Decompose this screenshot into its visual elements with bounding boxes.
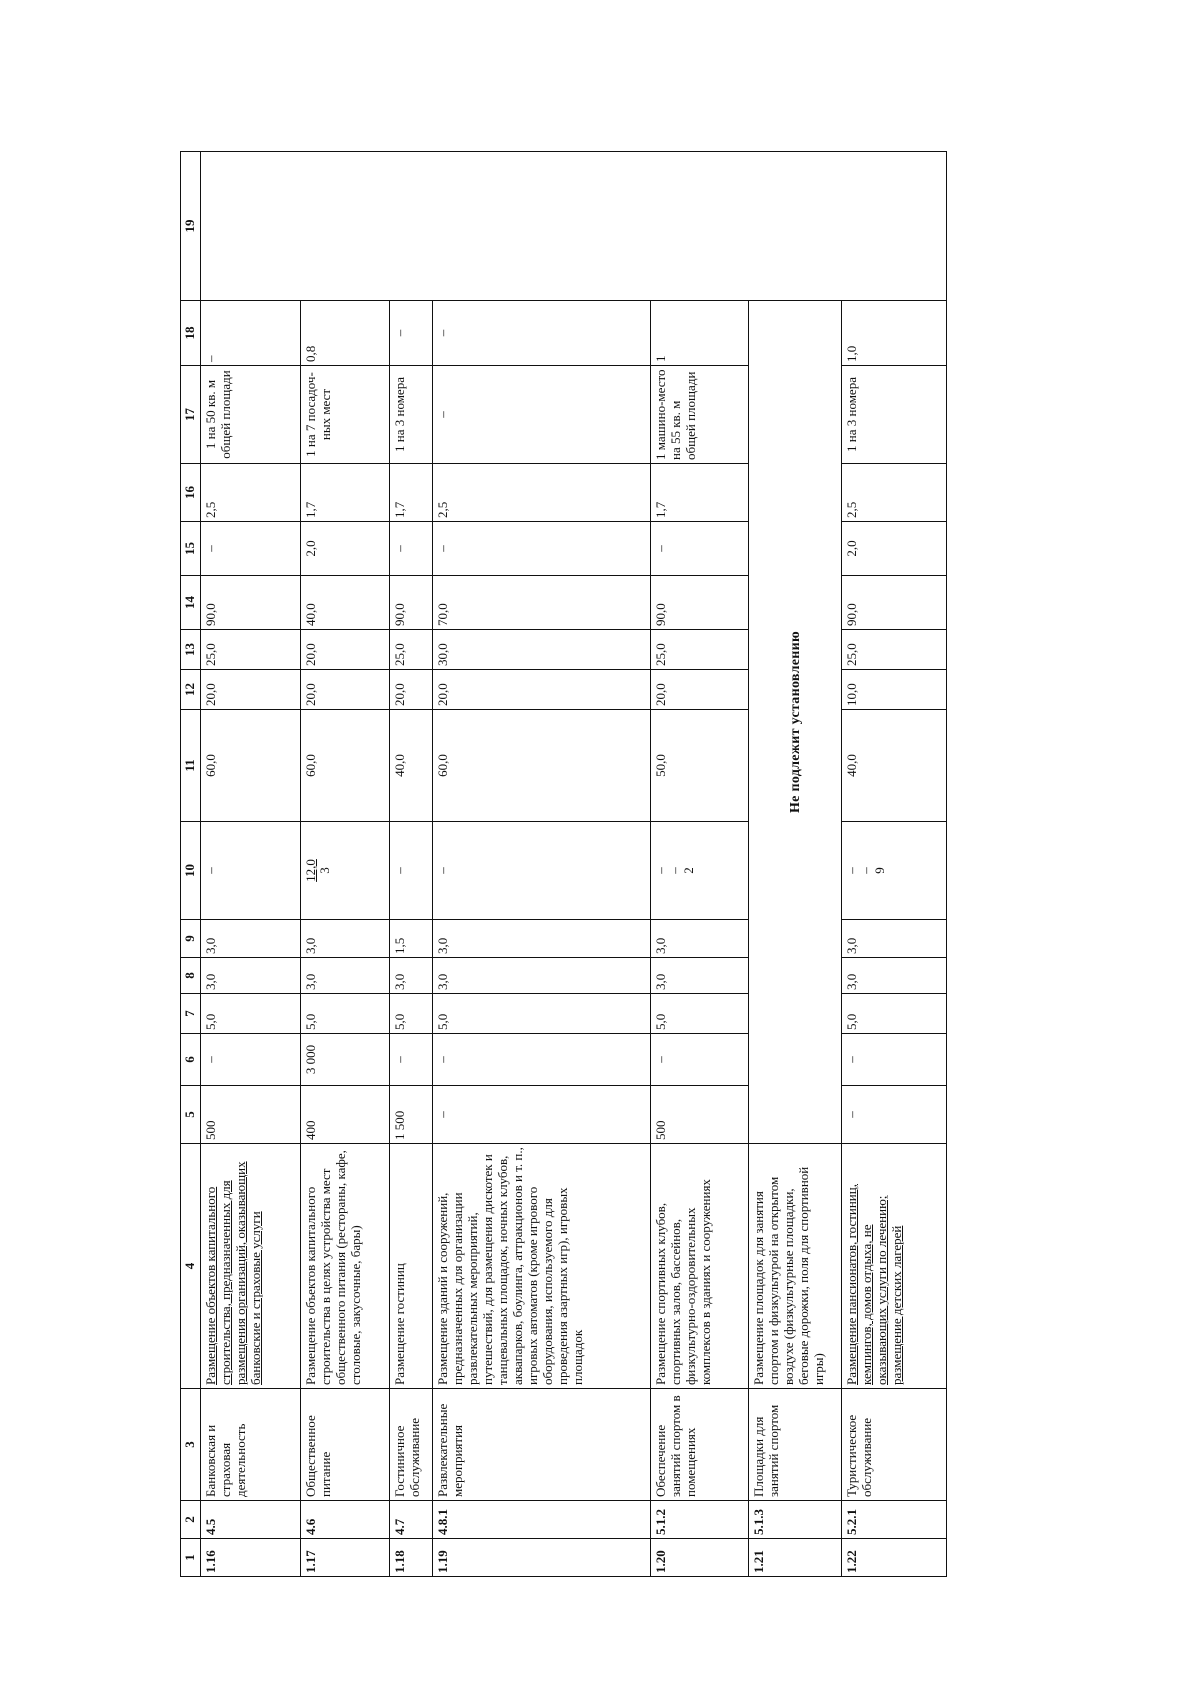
cell-c11: 60,0 (201, 710, 301, 822)
cell-c12: 20,0 (432, 670, 650, 710)
cell-c9: 3,0 (201, 920, 301, 958)
fraction-bottom: 3 (317, 867, 333, 874)
header-cell: 3 (181, 1389, 201, 1501)
cell-c5: – (432, 1086, 650, 1144)
cell-c6: – (201, 1034, 301, 1086)
header-row (181, 152, 201, 1577)
cell-c5: 1 500 (390, 1086, 432, 1144)
row-number: 1.19 (432, 1539, 650, 1577)
cell-c17: 1 на 50 кв. м общей площади (201, 366, 301, 464)
row-code: 5.1.2 (650, 1501, 748, 1539)
cell-c16: 2,5 (432, 464, 650, 522)
row-code: 4.5 (201, 1501, 301, 1539)
cell-c15: 2,0 (301, 522, 390, 576)
cell-c13: 25,0 (842, 630, 947, 670)
cell-c5: 500 (650, 1086, 748, 1144)
header-cell: 6 (181, 1034, 201, 1086)
cell-c19 (201, 152, 947, 301)
cell-c7: 5,0 (301, 994, 390, 1034)
cell-c8: 3,0 (390, 958, 432, 994)
cell-c15: – (432, 522, 650, 576)
cell-c13: 25,0 (650, 630, 748, 670)
cell-c11: 50,0 (650, 710, 748, 822)
cell-c10: – (390, 822, 432, 920)
cell-c9: 3,0 (432, 920, 650, 958)
cell-c9: 1,5 (390, 920, 432, 958)
cell-c17: 1 машино-место на 55 кв. м общей площади (650, 366, 748, 464)
cell-c12: 20,0 (301, 670, 390, 710)
cell-c16: 1,7 (650, 464, 748, 522)
cell-c13: 20,0 (301, 630, 390, 670)
cell-c18: – (201, 301, 301, 366)
fraction-top: – (844, 867, 860, 874)
cell-c18: 1 (650, 301, 748, 366)
header-cell: 10 (181, 822, 201, 920)
cell-c7: 5,0 (432, 994, 650, 1034)
cell-c11: 60,0 (301, 710, 390, 822)
cell-c8: 3,0 (650, 958, 748, 994)
cell-c11: 60,0 (432, 710, 650, 822)
cell-c10 (842, 822, 947, 920)
cell-c14: 40,0 (301, 576, 390, 630)
cell-c7: 5,0 (842, 994, 947, 1034)
merged-note: Не подлежит установлению (748, 301, 842, 1144)
cell-c9: 3,0 (842, 920, 947, 958)
cell-c7: 5,0 (650, 994, 748, 1034)
header-cell: 5 (181, 1086, 201, 1144)
row-name: Обеспечение занятий спортом в помещениях (650, 1389, 748, 1501)
cell-c10 (650, 822, 748, 920)
table-row (201, 152, 301, 1577)
cell-c17: 1 на 3 номера (390, 366, 432, 464)
rotated-table-container (180, 152, 947, 1577)
header-cell: 13 (181, 630, 201, 670)
fraction-mid: – (858, 867, 874, 874)
row-number: 1.17 (301, 1539, 390, 1577)
cell-c8: 3,0 (432, 958, 650, 994)
cell-c6: – (390, 1034, 432, 1086)
cell-c8: 3,0 (842, 958, 947, 994)
header-cell: 8 (181, 958, 201, 994)
cell-c16: 2,5 (842, 464, 947, 522)
cell-c14: 70,0 (432, 576, 650, 630)
row-number: 1.16 (201, 1539, 301, 1577)
cell-c17: – (432, 366, 650, 464)
cell-c6: – (842, 1034, 947, 1086)
cell-c14: 90,0 (390, 576, 432, 630)
row-name: Площадки для занятий спортом (748, 1389, 842, 1501)
cell-c17: 1 на 7 посадоч-ных мест (301, 366, 390, 464)
cell-c6: – (650, 1034, 748, 1086)
fraction-mid: – (666, 867, 682, 874)
cell-c15: – (650, 522, 748, 576)
header-cell: 12 (181, 670, 201, 710)
row-description: Размещение объектов капитального строительства, предназначенных для размещения организаций, оказывающих банковские и страховые услуги (201, 1144, 301, 1389)
row-name: Развлекательные мероприятия (432, 1389, 650, 1501)
table-row (650, 152, 748, 1577)
header-cell: 9 (181, 920, 201, 958)
header-cell: 19 (181, 152, 201, 301)
row-description: Размещение зданий и сооружений, предназначенных для организации развлекательных мероприятий, путешествий, для размещения дискотек и танцевальных площадок, ночных клубов, аквапарков, боулинга, аттракционов и т. п., игровых автоматов (кроме игрового оборудования, используемого для проведения азартных игр), игровых площадок (432, 1144, 650, 1389)
row-name: Общественное питание (301, 1389, 390, 1501)
table-row (301, 152, 390, 1577)
row-number: 1.20 (650, 1539, 748, 1577)
cell-c6: 3 000 (301, 1034, 390, 1086)
row-description: Размещение объектов капитального строительства в целях устройства мест общественного питания (рестораны, кафе, столовые, закусочные, бары) (301, 1144, 390, 1389)
cell-c12: 20,0 (201, 670, 301, 710)
header-cell: 15 (181, 522, 201, 576)
fraction-top: – (652, 867, 668, 874)
cell-c16: 2,5 (201, 464, 301, 522)
row-description: Размещение гостиниц (390, 1144, 432, 1389)
header-cell: 11 (181, 710, 201, 822)
header-cell: 18 (181, 301, 201, 366)
cell-c5: – (842, 1086, 947, 1144)
header-cell: 7 (181, 994, 201, 1034)
table-row (748, 152, 842, 1577)
cell-c7: 5,0 (201, 994, 301, 1034)
header-cell: 2 (181, 1501, 201, 1539)
cell-c13: 30,0 (432, 630, 650, 670)
cell-c12: 20,0 (390, 670, 432, 710)
cell-c10 (301, 822, 390, 920)
row-number: 1.22 (842, 1539, 947, 1577)
cell-c9: 3,0 (301, 920, 390, 958)
cell-c5: 400 (301, 1086, 390, 1144)
cell-c15: – (390, 522, 432, 576)
cell-c11: 40,0 (390, 710, 432, 822)
cell-c5: 500 (201, 1086, 301, 1144)
cell-c16: 1,7 (301, 464, 390, 522)
header-cell: 14 (181, 576, 201, 630)
table-row (432, 152, 650, 1577)
row-description: Размещение спортивных клубов, спортивных залов, бассейнов, физкультурно-оздоровительных комплексов в зданиях и сооружениях (650, 1144, 748, 1389)
regulations-table (180, 151, 947, 1577)
cell-c15: 2,0 (842, 522, 947, 576)
row-name: Банковская и страховая деятельность (201, 1389, 301, 1501)
header-cell: 1 (181, 1539, 201, 1577)
row-number: 1.21 (748, 1539, 842, 1577)
cell-c9: 3,0 (650, 920, 748, 958)
fraction-top: 12,0 (303, 859, 319, 882)
row-number: 1.18 (390, 1539, 432, 1577)
row-description: Размещение пансионатов, гостиниц, кемпингов, домов отдыха, не оказывающих услуги по лечению; размещение детских лагерей (842, 1144, 947, 1389)
cell-c6: – (432, 1034, 650, 1086)
cell-c12: 20,0 (650, 670, 748, 710)
fraction (304, 859, 332, 882)
fraction-bottom: 9 (872, 867, 888, 874)
table-row (390, 152, 432, 1577)
cell-c12: 10,0 (842, 670, 947, 710)
cell-c11: 40,0 (842, 710, 947, 822)
cell-c10: – (432, 822, 650, 920)
row-name: Гостиничное обслуживание (390, 1389, 432, 1501)
row-code: 5.2.1 (842, 1501, 947, 1539)
fraction-bottom: 2 (680, 867, 696, 874)
cell-c13: 25,0 (201, 630, 301, 670)
cell-c8: 3,0 (301, 958, 390, 994)
fraction (845, 867, 887, 874)
row-code: 4.7 (390, 1501, 432, 1539)
cell-c18: 0,8 (301, 301, 390, 366)
cell-c15: – (201, 522, 301, 576)
row-name: Туристическое обслуживание (842, 1389, 947, 1501)
cell-c18: – (432, 301, 650, 366)
fraction (654, 867, 696, 874)
cell-c14: 90,0 (650, 576, 748, 630)
table-row (842, 152, 947, 1577)
cell-c13: 25,0 (390, 630, 432, 670)
cell-c10: – (201, 822, 301, 920)
row-description: Размещение площадок для занятия спортом и физкультурой на открытом воздухе (физкультурные площадки, беговые дорожки, поля для спортивной игры) (748, 1144, 842, 1389)
cell-c17: 1 на 3 номера (842, 366, 947, 464)
header-cell: 16 (181, 464, 201, 522)
cell-c16: 1,7 (390, 464, 432, 522)
cell-c14: 90,0 (842, 576, 947, 630)
cell-c8: 3,0 (201, 958, 301, 994)
row-code: 5.1.3 (748, 1501, 842, 1539)
cell-c18: – (390, 301, 432, 366)
cell-c18: 1,0 (842, 301, 947, 366)
cell-c7: 5,0 (390, 994, 432, 1034)
cell-c14: 90,0 (201, 576, 301, 630)
header-cell: 17 (181, 366, 201, 464)
row-code: 4.6 (301, 1501, 390, 1539)
row-code: 4.8.1 (432, 1501, 650, 1539)
header-cell: 4 (181, 1144, 201, 1389)
